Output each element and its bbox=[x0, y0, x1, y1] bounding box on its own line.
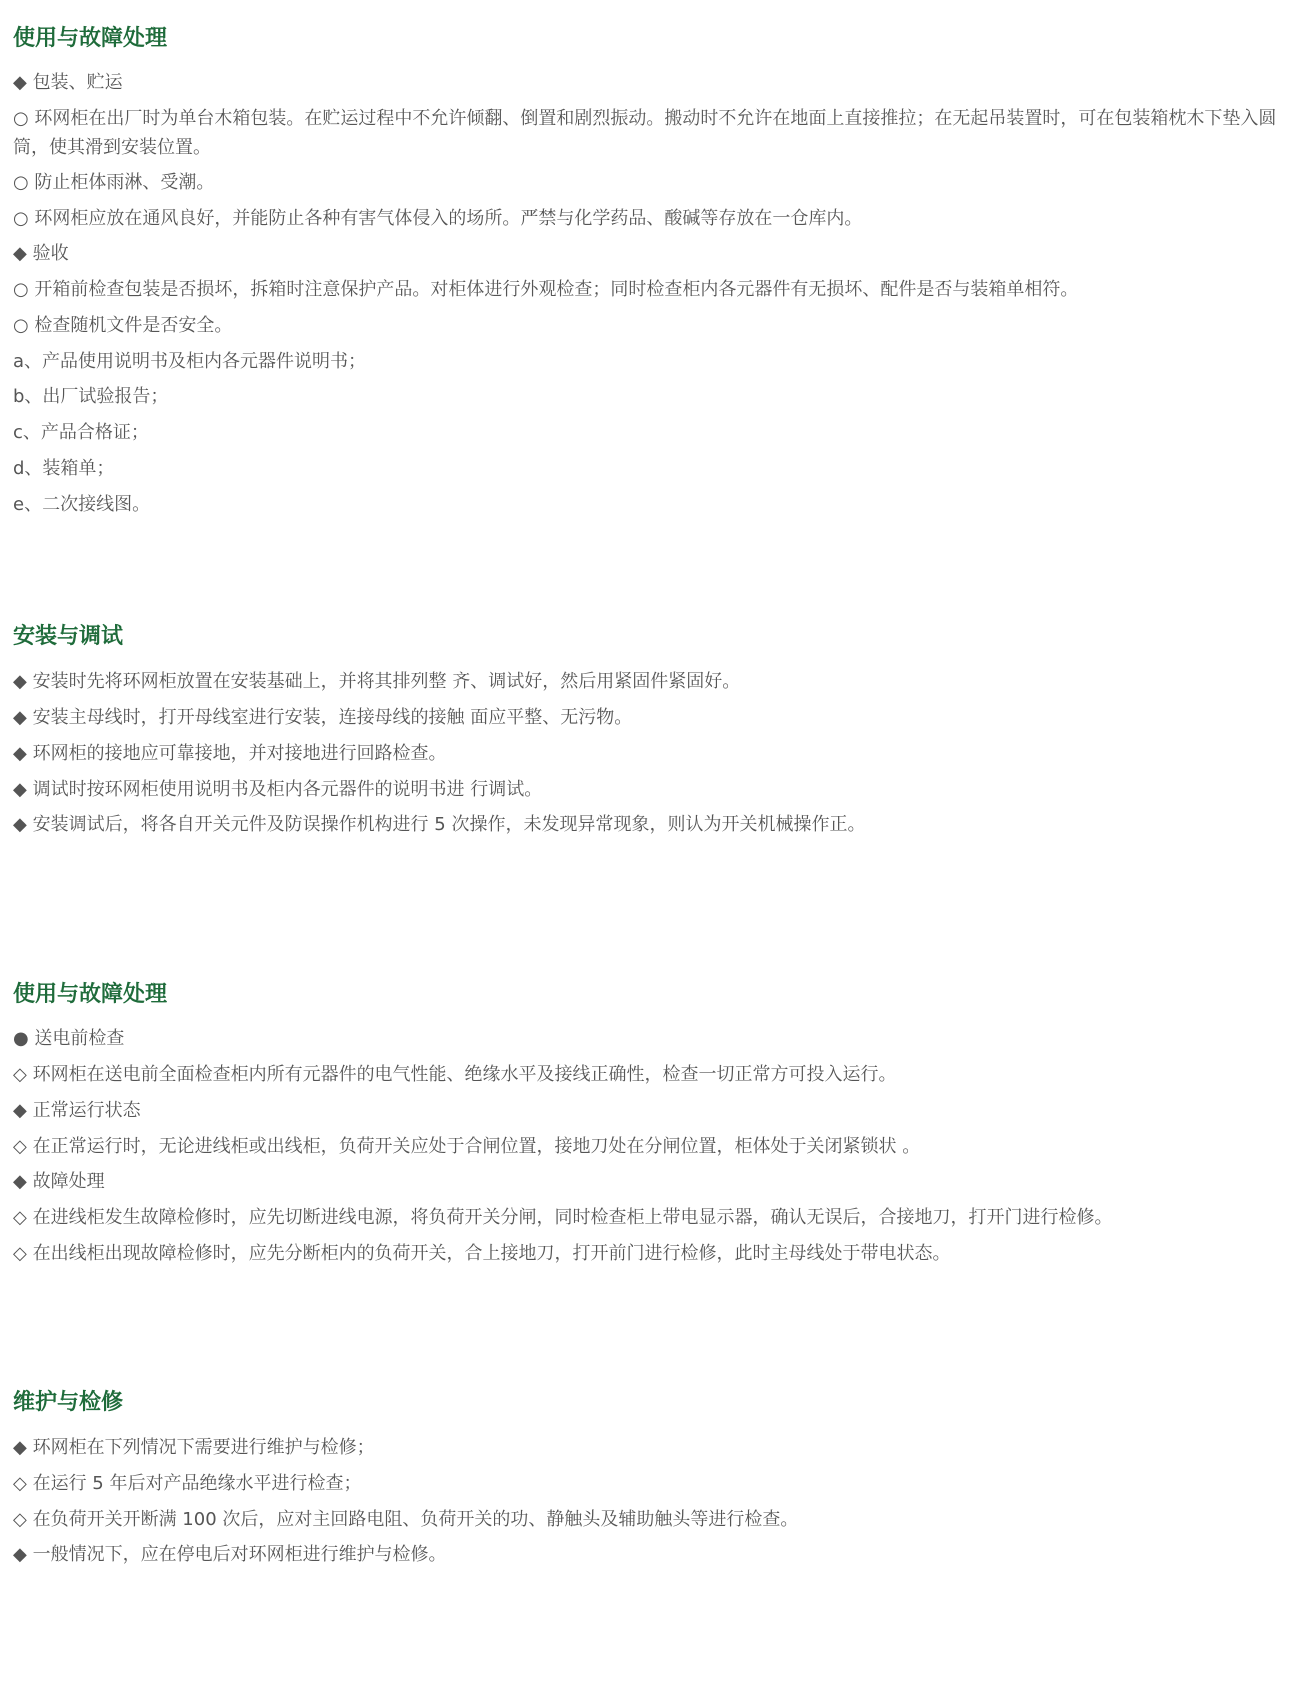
section-installation-commissioning bbox=[13, 622, 1293, 835]
paragraph-line: ● 送电前检查 bbox=[13, 1028, 125, 1049]
paragraph-line: ◇ 在进线柜发生故障检修时，应先切断进线电源，将负荷开关分闸，同时检查柜上带电显示器，确认无误后，合接地刀，打开门进行检修。 bbox=[13, 1207, 1113, 1228]
section-title: 使用与故障处理 bbox=[13, 26, 168, 51]
paragraph-line: ◆ 正常运行状态 bbox=[13, 1100, 141, 1121]
paragraph-line: ◇ 环网柜在送电前全面检查柜内所有元器件的电气性能、绝缘水平及接线正确性，检查一切正常方可投入运行。 bbox=[13, 1064, 897, 1085]
paragraph-line: ◇ 在正常运行时，无论进线柜或出线柜，负荷开关应处于合闸位置，接地刀处在分闸位置，柜体处于关闭紧锁状 。 bbox=[13, 1136, 921, 1157]
paragraph-line: a、产品使用说明书及柜内各元器件说明书； bbox=[13, 351, 367, 372]
paragraph-line: ◆ 安装主母线时，打开母线室进行安装，连接母线的接触 面应平整、无污物。 bbox=[13, 707, 633, 728]
paragraph-line: ◆ 安装调试后，将各自开关元件及防误操作机构进行 5 次操作，未发现异常现象，则认为开关机械操作正。 bbox=[13, 814, 866, 835]
paragraph-line: ○ 防止柜体雨淋、受潮。 bbox=[13, 172, 215, 193]
paragraph-line: ◆ 调试时按环网柜使用说明书及柜内各元器件的说明书进 行调试。 bbox=[13, 779, 543, 800]
section-usage-troubleshooting-2 bbox=[13, 980, 1293, 1264]
paragraph-line: ○ 检查随机文件是否安全。 bbox=[13, 315, 233, 336]
paragraph-line: ◆ 包装、贮运 bbox=[13, 72, 123, 93]
section-maintenance-repair bbox=[13, 1388, 1293, 1565]
paragraph-line: ◆ 一般情况下，应在停电后对环网柜进行维护与检修。 bbox=[13, 1544, 447, 1565]
paragraph-line: ◆ 故障处理 bbox=[13, 1171, 105, 1192]
paragraph-line: e、二次接线图。 bbox=[13, 494, 151, 515]
paragraph-line: ◇ 在负荷开关开断满 100 次后，应对主回路电阻、负荷开关的功、静触头及辅助触头等进行检查。 bbox=[13, 1509, 799, 1530]
paragraph-line: b、出厂试验报告； bbox=[13, 386, 169, 407]
paragraph-line: ◆ 环网柜在下列情况下需要进行维护与检修； bbox=[13, 1437, 375, 1458]
paragraph-line: ○ 环网柜应放在通风良好，并能防止各种有害气体侵入的场所。严禁与化学药品、酸碱等存放在一仓库内。 bbox=[13, 208, 863, 229]
paragraph-line: c、产品合格证； bbox=[13, 422, 149, 443]
paragraph-line: ○ 开箱前检查包装是否损坏，拆箱时注意保护产品。对柜体进行外观检查；同时检查柜内各元器件有无损坏、配件是否与装箱单相符。 bbox=[13, 279, 1079, 300]
paragraph-line: ◆ 验收 bbox=[13, 243, 69, 264]
paragraph-line: ◇ 在运行 5 年后对产品绝缘水平进行检查； bbox=[13, 1473, 362, 1494]
paragraph-line: ◆ 安装时先将环网柜放置在安装基础上，并将其排列整 齐、调试好，然后用紧固件紧固好。 bbox=[13, 671, 741, 692]
section-title: 使用与故障处理 bbox=[13, 982, 168, 1007]
paragraph-line: ◇ 在出线柜出现故障检修时，应先分断柜内的负荷开关，合上接地刀，打开前门进行检修，此时主母线处于带电状态。 bbox=[13, 1243, 951, 1264]
paragraph-line: ◆ 环网柜的接地应可靠接地，并对接地进行回路检查。 bbox=[13, 743, 447, 764]
paragraph-line: ○ 环网柜在出厂时为单台木箱包装。在贮运过程中不允许倾翻、倒置和剧烈振动。搬动时不允许在地面上直接推拉；在无起吊装置时，可在包装箱枕木下垫入圆筒，使其滑到安装位置。 bbox=[13, 108, 1277, 158]
paragraph-line: d、装箱单； bbox=[13, 458, 115, 479]
section-usage-troubleshooting-1 bbox=[13, 24, 1293, 515]
section-title: 维护与检修 bbox=[13, 1390, 124, 1415]
section-title: 安装与调试 bbox=[13, 624, 124, 649]
